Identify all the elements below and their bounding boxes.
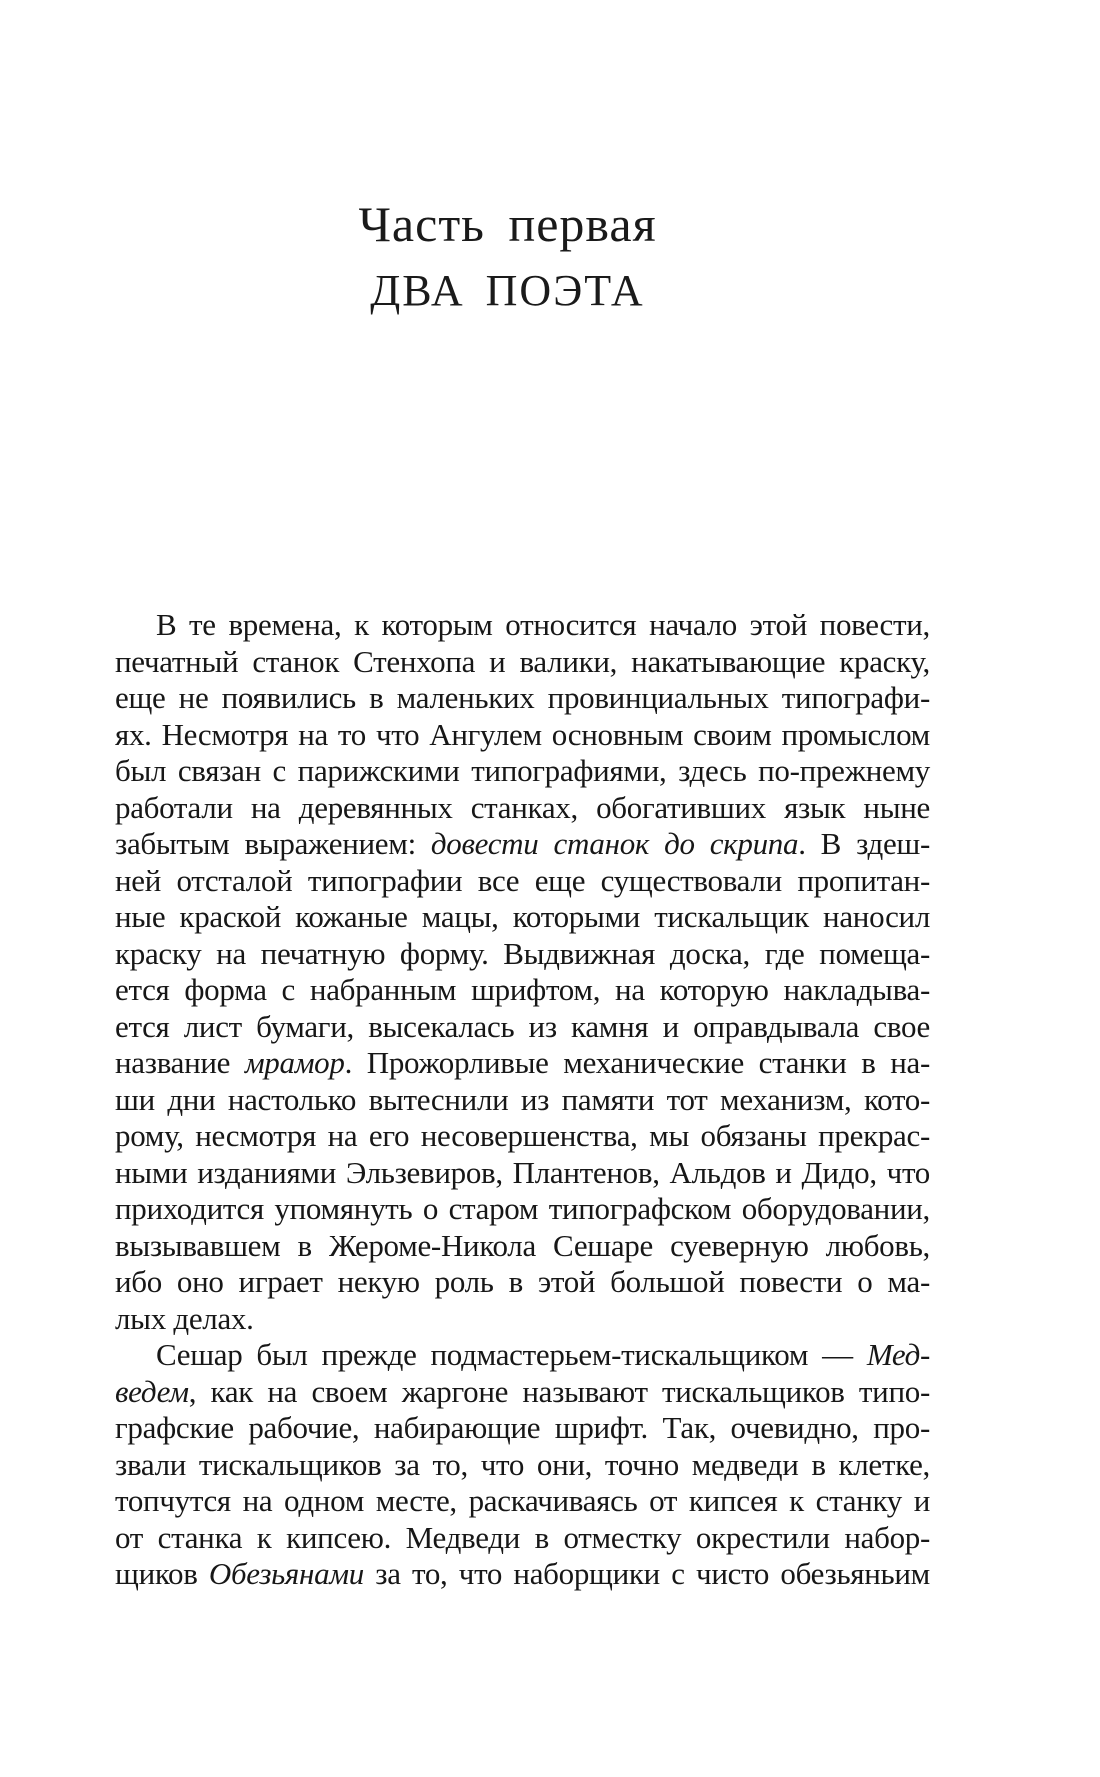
chapter-title: ДВА ПОЭТА bbox=[370, 266, 645, 315]
italic-text: Мед- bbox=[866, 1337, 930, 1372]
italic-text: мрамор bbox=[244, 1045, 345, 1080]
text-segment: лых делах. bbox=[115, 1300, 254, 1336]
text-line bbox=[115, 1483, 930, 1520]
text-line bbox=[115, 790, 930, 827]
text-line bbox=[115, 644, 930, 681]
text-segment: ные краской кожаные мацы, которыми тискальщик наносил bbox=[115, 899, 930, 934]
text-line bbox=[115, 680, 930, 717]
text-segment: ши дни настолько вытеснили из памяти тот механизм, кото- bbox=[115, 1081, 930, 1117]
text-line bbox=[115, 1082, 930, 1119]
text-segment: работали на деревянных станках, обогативших язык ныне bbox=[115, 789, 930, 825]
text-line bbox=[115, 1155, 930, 1192]
text-segment: В те времена, к которым относится начало этой повести, bbox=[156, 607, 930, 642]
text-segment: . В здеш- bbox=[798, 826, 930, 861]
body-text bbox=[115, 607, 930, 1593]
text-segment: ях. Несмотря на то что Ангулем основным своим промыслом bbox=[115, 716, 930, 752]
text-segment: графские рабочие, набирающие шрифт. Так, очевидно, про- bbox=[115, 1410, 930, 1445]
text-segment: приходится упомянуть о старом типографском оборудовании, bbox=[115, 1191, 930, 1226]
text-segment: печатный станок Стенхопа и валики, накатывающие краску, bbox=[115, 643, 930, 679]
text-segment: Сешар был прежде подмастерьем-тискальщиком — bbox=[156, 1337, 867, 1372]
italic-text: довести станок до скрипа bbox=[430, 826, 799, 861]
italic-text: Обезьянами bbox=[208, 1556, 364, 1591]
chapter-heading bbox=[100, 196, 915, 316]
text-line bbox=[115, 899, 930, 936]
text-line bbox=[115, 1410, 930, 1447]
text-segment: забытым выражением: bbox=[115, 826, 431, 861]
text-segment: ется форма с набранным шрифтом, на которую накладыва- bbox=[115, 972, 930, 1007]
text-line bbox=[115, 1520, 930, 1557]
text-line bbox=[115, 1301, 930, 1338]
text-line bbox=[115, 1337, 930, 1374]
text-line bbox=[115, 863, 930, 900]
part-title: Часть первая bbox=[358, 196, 657, 252]
text-segment: название bbox=[115, 1045, 245, 1080]
text-line bbox=[115, 1045, 930, 1082]
text-line bbox=[115, 1228, 930, 1265]
text-line bbox=[115, 1374, 930, 1411]
text-line bbox=[115, 1264, 930, 1301]
text-segment: рому, несмотря на его несовершенства, мы обязаны прекрас- bbox=[115, 1118, 930, 1153]
text-line bbox=[115, 1447, 930, 1484]
text-segment: топчутся на одном месте, раскачиваясь от кипсея к станку и bbox=[115, 1483, 930, 1518]
text-segment: , как на своем жаргоне называют тискальщиков типо- bbox=[188, 1373, 930, 1409]
text-segment: за то, что наборщики с чисто обезьяньим bbox=[364, 1556, 930, 1591]
text-segment: ибо оно играет некую роль в этой большой повести о ма- bbox=[115, 1264, 930, 1299]
text-line bbox=[115, 1556, 930, 1593]
text-segment: от станка к кипсею. Медведи в отместку окрестили набор- bbox=[115, 1519, 930, 1555]
text-segment: вызывавшем в Жероме-Никола Сешаре суеверную любовь, bbox=[115, 1227, 930, 1263]
text-line bbox=[115, 607, 930, 644]
text-line bbox=[115, 1009, 930, 1046]
text-segment: . Прожорливые механические станки в на- bbox=[344, 1045, 930, 1080]
text-segment: щиков bbox=[115, 1556, 209, 1591]
italic-text: ведем bbox=[115, 1373, 189, 1409]
text-segment: ными изданиями Эльзевиров, Плантенов, Альдов и Дидо, что bbox=[115, 1154, 930, 1190]
text-line bbox=[115, 1118, 930, 1155]
text-segment: еще не появились в маленьких провинциальных типографи- bbox=[115, 680, 930, 715]
text-segment: ется лист бумаги, высекалась из камня и оправдывала свое bbox=[115, 1008, 930, 1044]
text-line bbox=[115, 826, 930, 863]
text-line bbox=[115, 1191, 930, 1228]
text-line bbox=[115, 717, 930, 754]
text-segment: ней отсталой типографии все еще существовали пропитан- bbox=[115, 862, 930, 898]
text-segment: краску на печатную форму. Выдвижная доска, где помеща- bbox=[115, 935, 930, 971]
text-segment: звали тискальщиков за то, что они, точно медведи в клетке, bbox=[115, 1446, 930, 1482]
text-line bbox=[115, 753, 930, 790]
text-line bbox=[115, 936, 930, 973]
text-segment: был связан с парижскими типографиями, здесь по-прежнему bbox=[115, 753, 930, 788]
text-line bbox=[115, 972, 930, 1009]
